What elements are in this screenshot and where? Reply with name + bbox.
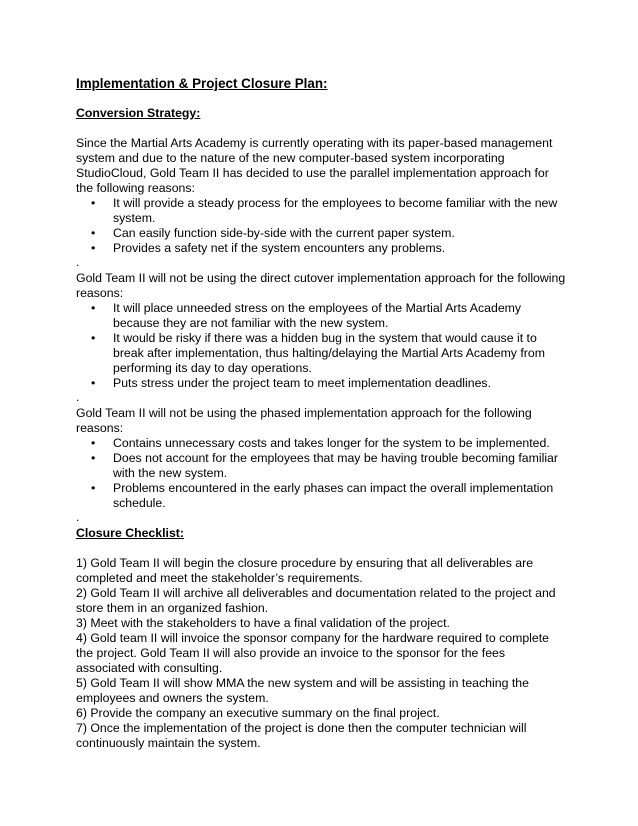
list-item: • Contains unnecessary costs and takes longer for the system to be implemented.	[113, 436, 566, 451]
checklist-item: 7) Once the implementation of the project is done then the computer technician will continuously maintain the system.	[76, 721, 527, 750]
parallel-reasons-list	[76, 196, 566, 256]
separator-dot: .	[76, 390, 80, 404]
list-item: • Provides a safety net if the system encounters any problems.	[113, 241, 566, 256]
document-page	[76, 76, 566, 751]
parallel-intro-paragraph: Since the Martial Arts Academy is currently operating with its paper-based management system and due to the nature of the new computer-based system incorporating StudioCloud, Gold Team II has decided to use the parallel implementation approach for the following reasons:	[76, 136, 553, 195]
checklist-item: 1) Gold Team II will begin the closure procedure by ensuring that all deliverables are completed and meet the stakeholder’s requirements.	[76, 556, 534, 585]
list-item: • Puts stress under the project team to meet implementation deadlines.	[113, 376, 566, 391]
phased-reasons-list	[76, 436, 566, 511]
checklist-item: 4) Gold team II will invoice the sponsor company for the hardware required to complete the project. Gold Team II will also provide an invoice to the sponsor for the fees associated with consulting.	[76, 631, 549, 675]
checklist-item: 5) Gold Team II will show MMA the new system and will be assisting in teaching the employees and owners the system.	[76, 676, 529, 705]
checklist-item: 6) Provide the company an executive summary on the final project.	[76, 706, 440, 720]
closure-checklist-heading: Closure Checklist:	[76, 526, 184, 540]
page-title: Implementation & Project Closure Plan:	[76, 76, 328, 91]
list-item: • Does not account for the employees that may be having trouble becoming familiar with the new system.	[113, 451, 566, 481]
list-item: • It would be risky if there was a hidden bug in the system that would cause it to break after implementation, thus halting/delaying the Martial Arts Academy from performing its day to day operations.	[113, 331, 566, 376]
separator-dot: .	[76, 510, 80, 524]
phased-paragraph: Gold Team II will not be using the phased implementation approach for the following reasons:	[76, 406, 532, 435]
direct-cutover-paragraph: Gold Team II will not be using the direct cutover implementation approach for the following reasons:	[76, 271, 566, 300]
list-item: • Problems encountered in the early phases can impact the overall implementation schedule.	[113, 481, 566, 511]
separator-dot: .	[76, 255, 80, 269]
conversion-strategy-heading: Conversion Strategy:	[76, 106, 201, 120]
checklist-item: 3) Meet with the stakeholders to have a final validation of the project.	[76, 616, 450, 630]
direct-reasons-list	[76, 301, 566, 391]
list-item: • It will place unneeded stress on the employees of the Martial Arts Academy because they are not familiar with the new system.	[113, 301, 566, 331]
list-item: • It will provide a steady process for the employees to become familiar with the new system.	[113, 196, 566, 226]
list-item: • Can easily function side-by-side with the current paper system.	[113, 226, 566, 241]
closure-checklist	[76, 556, 566, 751]
checklist-item: 2) Gold Team II will archive all deliverables and documentation related to the project and store them in an organized fashion.	[76, 586, 556, 615]
